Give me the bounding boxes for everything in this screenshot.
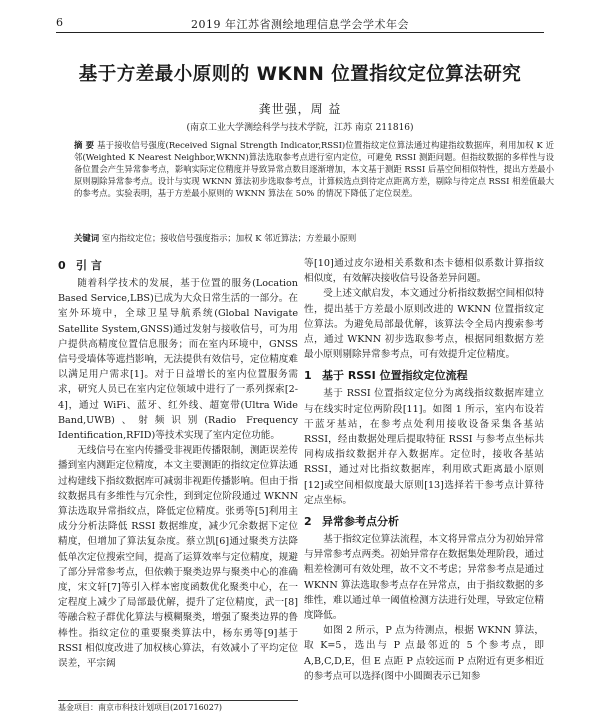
keywords-text: 室内指纹定位；接收信号强度指示；加权 K 邻近算法；方差最小原则 — [101, 233, 357, 243]
abstract-label: 摘 要 — [74, 140, 95, 150]
section-heading-1 — [304, 366, 544, 386]
paragraph: 受上述文献启发，本文通过分析指纹数据空间相似特性，提出基于方差最小原则改进的 WKNN 位置指纹定位算法。为避免局部最优解，该算法令全局内搜索参考点，通过 WKNN 初步选取参考点，根据同组数据方差最小原则剔除异常参考点，可有效提升定位精度。 — [304, 288, 544, 361]
affiliation: (南京工业大学测绘科学与技术学院，江苏 南京 211816) — [186, 123, 414, 133]
keywords — [74, 232, 554, 244]
footnote: 基金项目：南京市科技计划项目(201716027) — [58, 700, 298, 713]
section-title: 引 言 — [76, 259, 102, 272]
paper-title: 基于方差最小原则的 WKNN 位置指纹定位算法研究 — [78, 64, 522, 85]
paragraph: 基于指纹定位算法流程，本文将异常点分为初始异常与异常参考点两类。初始异常存在数据集处理阶段，通过粗差检测可有效处理，故不文不考虑；异常参考点是通过 WKNN 算法选取参考点存在异常点，由于指纹数据的多维性，难以通过单一阈值检测方法进行处理，导致定位精度降低。 — [304, 534, 544, 622]
keywords-label: 关键词 — [74, 233, 100, 243]
authors: 龚世强，周 益 — [258, 102, 342, 116]
section-number: 1 — [304, 369, 312, 383]
abstract — [74, 139, 554, 199]
section-heading-2 — [304, 512, 544, 532]
left-column — [58, 256, 298, 671]
journal-name: 2019 年江苏省测绘地理信息学会学术年会 — [191, 18, 409, 31]
section-title: 异常参考点分析 — [322, 515, 399, 529]
section-heading-introduction — [58, 256, 298, 276]
running-header — [56, 14, 544, 33]
paragraph: 无线信号在室内传播受非视距传播限制，测距误差传播到室内测距定位精度，本文主要测距的指纹定位算法通过构建线下指纹数据库可减弱非视距传播影响。但由于指纹数据具有多维性与冗余性，到到定位阶段通过 WKNN 算法选取异常指纹点，降低定位精度。张勇等[5]利用主成分分析法降低 RSSI 数据维度，减少冗余数据下定位精度，但增加了算法复杂度。蔡立凯[6]通过聚类方法降低单次定位搜索空间，提高了运算效率与定位精度，规避了部分异常参考点，但依赖于聚类边界与聚类中心的准确度，宋文轩[7]等引入样本密度函数优化聚类中心，在一定程度上减少了局部最优解，提升了定位精度，武一[8]等融合粒子群优化算法与模糊聚类，增强了聚类边界的鲁棒性。指纹定位的重要聚类算法中，杨东勇等[9]基于 RSSI 相似度改进了加权核心算法，有效减小了平均定位误差，平宗阔 — [58, 445, 298, 670]
section-title: 基于 RSSI 位置指纹定位流程 — [322, 369, 468, 383]
section-number: 2 — [304, 515, 312, 529]
page-number: 6 — [56, 16, 63, 29]
section-number: 0 — [58, 259, 66, 272]
paragraph: 基于 RSSI 位置指纹定位分为离线指纹数据库建立与在线实时定位两阶段[11]。如图 1 所示，室内布设若干蓝牙基站，在参考点处利用接收设备采集各基站 RSSI，经由数据处理后提取特征 RSSI 与参考点坐标共同构成指纹数据并存入数据库。定位时，接收各基站 RSSI，通过对比指纹数据库，利用欧式距离最小原则[12]或空间相似度最大原则[13]选择若干参考点计算待定点坐标。 — [304, 388, 544, 506]
paragraph: 随着科学技术的发展，基于位置的服务(Location Based Service,LBS)已成为大众日常生活的一部分。在室外环境中，全球卫星导航系统(Global Navigate Satellite System,GNSS)通过发射与接收信号，可为用户提供高精度位置信息服务；而在室内环境中，GNSS 信号受墙体等遮挡影响，无法提供有效信号，定位精度难以满足用户需求[1]。对于日益增长的室内位置服务需求，研究人员已在室内定位领域中进行了一系列探索[2-4]，通过 WiFi、蓝牙、红外线、超宽带(Ultra Wide Band,UWB)、射频识别(Radio Frequency Identification,RFID)等技术实现了室内定位功能。 — [58, 278, 298, 442]
paragraph: 如图 2 所示，P 点为待测点，根据 WKNN 算法，取 K=5，选出与 P 点最邻近的 5 个参考点，即 A,B,C,D,E，但 E 点距 P 点较远而 P 点附近有更多相近的参考点可以选择(图中小圆圈表示已知参 — [304, 625, 544, 682]
paragraph: 等[10]通过皮尔逊相关系数和杰卡德相似系数计算指纹相似度，有效解决接收信号设备差异问题。 — [304, 258, 544, 285]
right-column — [304, 256, 544, 684]
abstract-text: 基于接收信号强度(Received Signal Strength Indicator,RSSI)位置指纹定位算法通过构建指纹数据库，利用加权 K 近邻(Weighted K Nearest Neighbor,WKNN)算法选取参考点进行室内定位，可避免 RSSI 测距问题。但指纹数据的多样性与设备位置会产生异常参考点，影响实际定位精度并导致异常点数目逐渐增加，本文基于测距 RSSI 后基空间相似特性，提出方差最小原则剔除异常参考点。设计与实现 WKNN 算法初步选取参考点，计算候选点到待定点距离方差，剔除与待定点 RSSI 相差值最大的参考点。实验表明，基于方差最小原则的 WKNN 算法在 50% 的情况下降低了定位误差。 — [74, 140, 554, 198]
